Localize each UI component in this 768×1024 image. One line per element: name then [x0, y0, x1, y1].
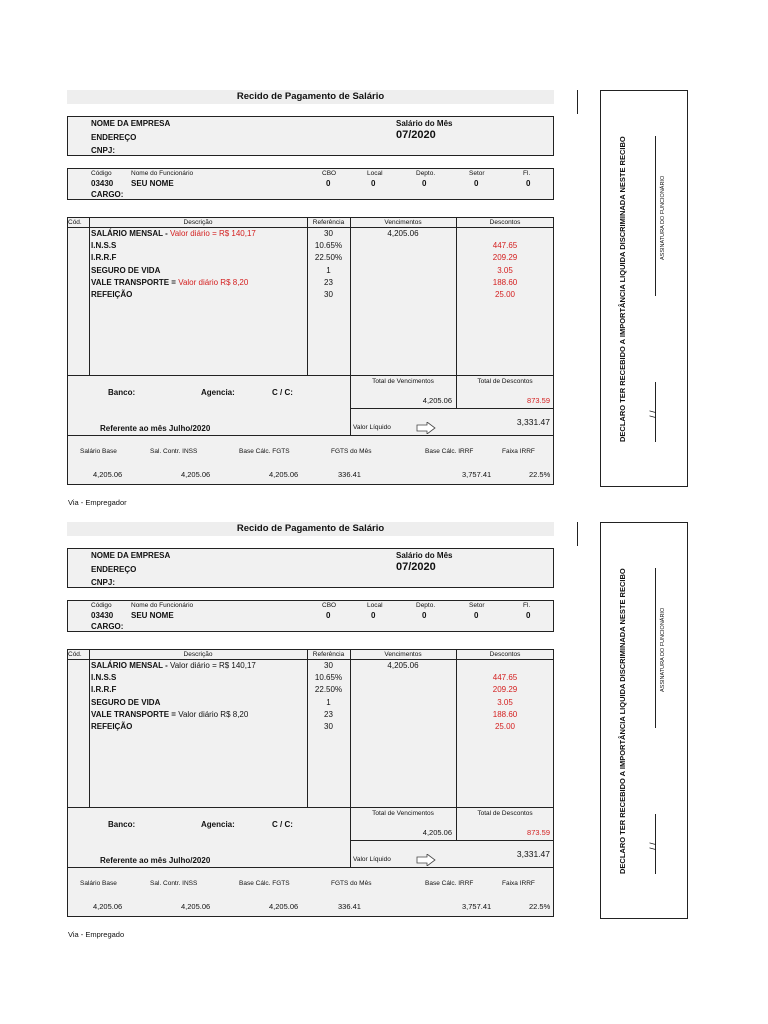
base-value: 4,205.06 — [269, 470, 299, 479]
total-deductions-label: Total de Descontos — [477, 378, 533, 385]
employee-header: Código — [91, 602, 112, 609]
base-value: 22.5% — [529, 470, 551, 479]
employee-value: 0 — [326, 179, 331, 188]
employee-value: 0 — [474, 179, 479, 188]
company-name-label: NOME DA EMPRESA — [91, 551, 171, 560]
cnpj-label: CNPJ: — [91, 578, 116, 587]
month-value: 07/2020 — [396, 129, 436, 141]
item-deduction: 25.00 — [494, 290, 516, 299]
signature-line — [655, 568, 656, 728]
arrow-right-icon — [416, 422, 436, 434]
agency-label: Agencia: — [201, 820, 235, 829]
copy-label: Via - Empregador — [68, 498, 127, 507]
employee-header: Depto. — [416, 170, 436, 177]
total-deductions-value: 873.59 — [527, 828, 550, 837]
item-reference: 23 — [324, 709, 333, 719]
declaration-text: DECLARO TER RECEBIDO A IMPORTÂNCIA LIQUIDA DISCRIMINADA NESTE RECIBO — [618, 136, 627, 442]
col-header-deductions: Descontos — [489, 651, 521, 658]
base-value: 3,757.41 — [462, 902, 492, 911]
employee-header: Setor — [469, 170, 485, 177]
employee-header: Local — [367, 170, 383, 177]
item-deduction: 209.29 — [492, 685, 518, 695]
item-reference: 22.50% — [314, 685, 343, 695]
item-description: SEGURO DE VIDA — [91, 265, 161, 275]
employee-value: 0 — [526, 611, 531, 620]
employee-name: SEU NOME — [131, 611, 174, 620]
item-reference: 22.50% — [314, 253, 343, 263]
declaration-text: DECLARO TER RECEBIDO A IMPORTÂNCIA LIQUIDA DISCRIMINADA NESTE RECIBO — [618, 568, 627, 874]
month-value: 07/2020 — [396, 561, 436, 573]
col-header-earnings: Vencimentos — [384, 219, 422, 226]
col-header-description: Descrição — [183, 219, 213, 226]
item-reference: 30 — [324, 229, 333, 238]
employee-name: SEU NOME — [131, 179, 174, 188]
base-value: 336.41 — [338, 902, 361, 911]
base-value: 4,205.06 — [269, 902, 299, 911]
receipt-title: Recido de Pagamento de Salário — [236, 91, 385, 102]
month-label: Salário do Mês — [396, 551, 453, 560]
item-deduction: 3.05 — [497, 265, 513, 275]
month-label: Salário do Mês — [396, 119, 453, 128]
item-description: I.R.R.F — [91, 253, 117, 263]
base-header: Base Cálc. FGTS — [239, 880, 290, 887]
total-earnings-label: Total de Vencimentos — [372, 810, 434, 817]
item-description: VALE TRANSPORTE = Valor diário R$ 8,20 — [91, 277, 249, 287]
employee-header: Nome do Funcionário — [131, 170, 194, 177]
item-reference: 1 — [326, 265, 331, 275]
total-earnings-label: Total de Vencimentos — [372, 378, 434, 385]
base-header: Base Cálc. IRRF — [425, 880, 474, 887]
payslip-receipt — [0, 90, 768, 520]
account-label: C / C: — [272, 388, 293, 397]
col-header-code: Cód. — [68, 219, 82, 226]
agency-label: Agencia: — [201, 388, 235, 397]
address-label: ENDEREÇO — [91, 133, 137, 142]
item-reference: 30 — [324, 661, 333, 670]
col-header-description: Descrição — [183, 651, 213, 658]
base-header: Base Cálc. IRRF — [425, 448, 474, 455]
item-deduction: 25.00 — [494, 722, 516, 731]
address-label: ENDEREÇO — [91, 565, 137, 574]
item-deduction: 188.60 — [492, 709, 518, 719]
item-description: REFEIÇÃO — [91, 722, 133, 731]
item-deduction: 209.29 — [492, 253, 518, 263]
base-header: Faixa IRRF — [502, 448, 535, 455]
base-value: 336.41 — [338, 470, 361, 479]
base-header: Sal. Contr. INSS — [150, 448, 198, 455]
cnpj-label: CNPJ: — [91, 146, 116, 155]
base-value: 4,205.06 — [181, 902, 211, 911]
item-description: VALE TRANSPORTE = Valor diário R$ 8,20 — [91, 709, 249, 719]
item-description: I.R.R.F — [91, 685, 117, 695]
item-description: REFEIÇÃO — [91, 290, 133, 299]
base-header: Salário Base — [80, 880, 117, 887]
base-value: 22.5% — [529, 902, 551, 911]
receipt-title: Recido de Pagamento de Salário — [236, 523, 385, 534]
item-deduction: 188.60 — [492, 277, 518, 287]
item-earnings: 4,205.06 — [387, 661, 419, 670]
reference-month: Referente ao mês Julho/2020 — [100, 424, 211, 433]
signature-label: ASSINATURA DO FUNCIONÁRIO — [660, 175, 666, 260]
employee-header: Fl. — [523, 170, 531, 177]
employee-value: 0 — [422, 611, 427, 620]
cargo-label: CARGO: — [91, 190, 124, 199]
total-earnings-value: 4,205.06 — [422, 828, 452, 837]
signature-label: ASSINATURA DO FUNCIONÁRIO — [660, 607, 666, 692]
employee-header: Nome do Funcionário — [131, 602, 194, 609]
col-header-deductions: Descontos — [489, 219, 521, 226]
signature-box — [600, 90, 688, 487]
item-reference: 1 — [326, 697, 331, 707]
col-header-reference: Referência — [312, 219, 345, 226]
base-value: 4,205.06 — [93, 470, 123, 479]
item-deduction: 447.65 — [492, 241, 518, 251]
item-deduction: 447.65 — [492, 673, 518, 683]
base-header: Base Cálc. FGTS — [239, 448, 290, 455]
employee-header: Código — [91, 170, 112, 177]
date-slashes: / / — [648, 410, 658, 418]
item-deduction: 3.05 — [497, 697, 513, 707]
account-label: C / C: — [272, 820, 293, 829]
total-deductions-label: Total de Descontos — [477, 810, 533, 817]
employee-value: 0 — [422, 179, 427, 188]
item-earnings: 4,205.06 — [387, 229, 419, 238]
date-slashes: / / — [648, 842, 658, 850]
net-value: 3,331.47 — [516, 849, 550, 859]
item-description: SALÁRIO MENSAL - Valor diário = R$ 140,17 — [91, 229, 256, 238]
item-description: SALÁRIO MENSAL - Valor diário = R$ 140,17 — [91, 661, 256, 670]
employee-value: 0 — [371, 611, 376, 620]
item-reference: 10.65% — [314, 673, 343, 683]
employee-value: 0 — [474, 611, 479, 620]
employee-header: Local — [367, 602, 383, 609]
base-header: Faixa IRRF — [502, 880, 535, 887]
item-description: SEGURO DE VIDA — [91, 697, 161, 707]
signature-box — [600, 522, 688, 919]
item-description: I.N.S.S — [91, 673, 117, 683]
employee-value: 0 — [526, 179, 531, 188]
employee-header: Fl. — [523, 602, 531, 609]
bank-label: Banco: — [108, 388, 136, 397]
base-header: Salário Base — [80, 448, 117, 455]
col-header-reference: Referência — [312, 651, 345, 658]
cargo-label: CARGO: — [91, 622, 124, 631]
reference-month: Referente ao mês Julho/2020 — [100, 856, 211, 865]
company-name-label: NOME DA EMPRESA — [91, 119, 171, 128]
bank-label: Banco: — [108, 820, 136, 829]
copy-label: Via - Empregado — [68, 930, 125, 939]
item-reference: 10.65% — [314, 241, 343, 251]
item-reference: 23 — [324, 277, 333, 287]
base-value: 4,205.06 — [181, 470, 211, 479]
arrow-right-icon — [416, 854, 436, 866]
net-value-label: Valor Líquido — [353, 424, 391, 431]
base-value: 4,205.06 — [93, 902, 123, 911]
item-reference: 30 — [324, 290, 333, 299]
employee-header: Setor — [469, 602, 485, 609]
base-header: FGTS do Mês — [331, 448, 372, 455]
total-earnings-value: 4,205.06 — [422, 396, 452, 405]
employee-header: CBO — [322, 602, 337, 609]
signature-line — [655, 136, 656, 296]
col-header-earnings: Vencimentos — [384, 651, 422, 658]
employee-value: 0 — [326, 611, 331, 620]
employee-code: 03430 — [91, 611, 114, 620]
employee-header: CBO — [322, 170, 337, 177]
total-deductions-value: 873.59 — [527, 396, 550, 405]
employee-header: Depto. — [416, 602, 436, 609]
item-description: I.N.S.S — [91, 241, 117, 251]
net-value: 3,331.47 — [516, 417, 550, 427]
payslip-receipt — [0, 522, 768, 952]
net-value-label: Valor Líquido — [353, 856, 391, 863]
employee-code: 03430 — [91, 179, 114, 188]
base-value: 3,757.41 — [462, 470, 492, 479]
base-header: Sal. Contr. INSS — [150, 880, 198, 887]
col-header-code: Cód. — [68, 651, 82, 658]
employee-value: 0 — [371, 179, 376, 188]
item-reference: 30 — [324, 722, 333, 731]
base-header: FGTS do Mês — [331, 880, 372, 887]
